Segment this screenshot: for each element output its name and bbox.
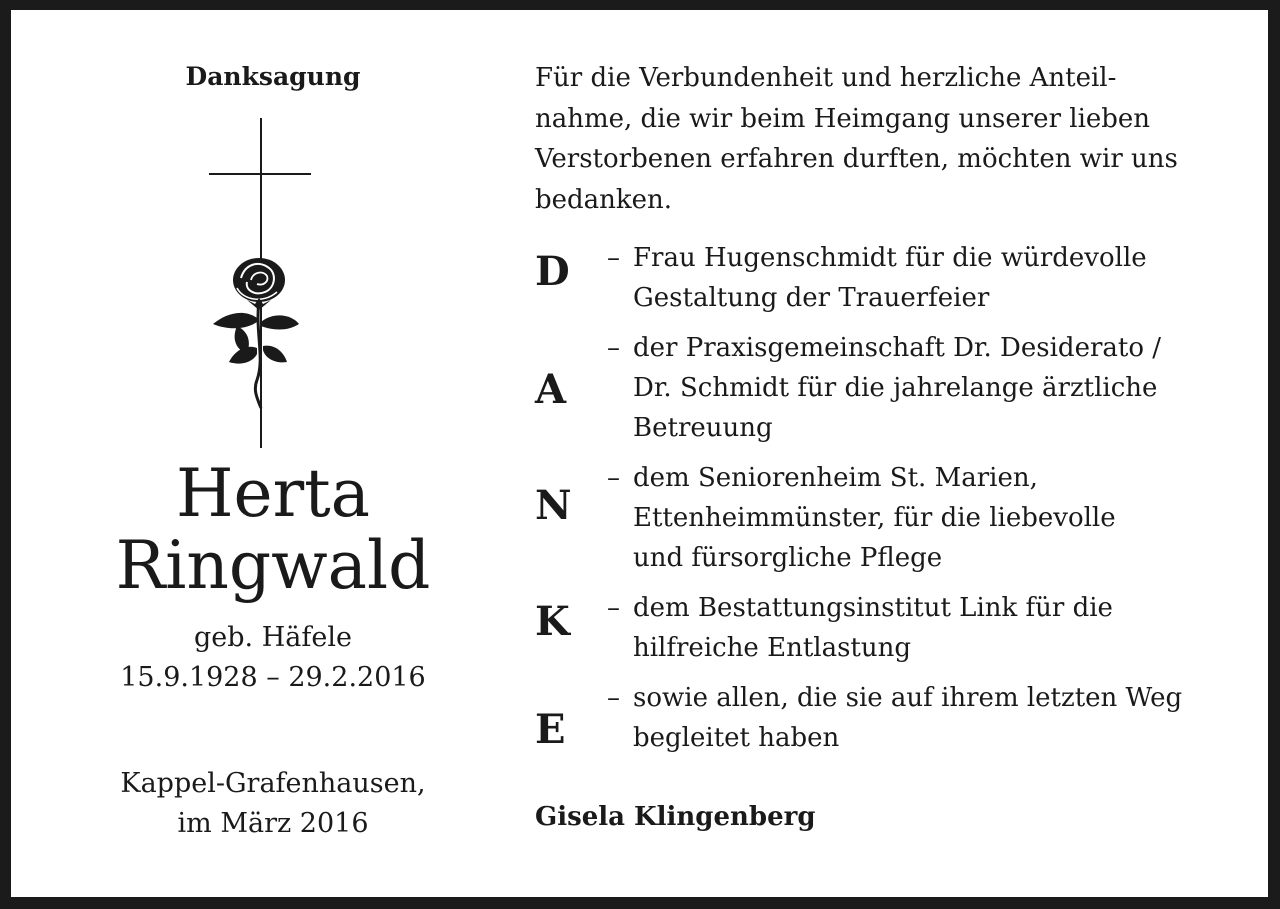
rose-icon — [213, 258, 299, 408]
date-written: im März 2016 — [177, 808, 369, 839]
item-line: der Praxisgemeinschaft Dr. Desiderato / — [633, 333, 1162, 363]
item-line: Frau Hugenschmidt für die würdevolle — [633, 243, 1147, 273]
name-last: Ringwald — [115, 527, 431, 604]
place: Kappel-Grafenhausen, — [120, 768, 426, 799]
acrostic-letter: E — [535, 706, 566, 753]
signature: Gisela Klingenberg — [535, 802, 816, 832]
acrostic-letter: K — [535, 598, 570, 645]
item-line: dem Seniorenheim St. Marien, — [633, 463, 1038, 493]
item-line: Betreuung — [633, 413, 773, 443]
item-line: sowie allen, die sie auf ihrem letzten Weg — [633, 683, 1183, 713]
item-line: Dr. Schmidt für die jahrelange ärztliche — [633, 373, 1158, 403]
acrostic-letter: A — [535, 366, 567, 413]
item-line: begleitet haben — [633, 723, 840, 753]
item-dash: – — [607, 243, 620, 273]
item-text — [633, 328, 1161, 448]
item-line: hilfreiche Entlastung — [633, 633, 912, 663]
item-dash: – — [607, 333, 620, 363]
item-line: Gestaltung der Trauerfeier — [633, 283, 990, 313]
item-text — [633, 458, 1116, 578]
intro-text — [535, 58, 1178, 220]
intro-line: Für die Verbundenheit und herzliche Anteil- — [535, 63, 1117, 93]
item-line: und fürsorgliche Pflege — [633, 543, 943, 573]
life-dates: 15.9.1928 – 29.2.2016 — [120, 662, 426, 693]
item-text — [633, 588, 1113, 668]
acrostic-letter: D — [535, 248, 570, 295]
item-line: Ettenheimmünster, für die liebevolle — [633, 503, 1116, 533]
item-line: dem Bestattungsinstitut Link für die — [633, 593, 1113, 623]
acrostic-letter: N — [535, 482, 572, 529]
intro-line: bedanken. — [535, 184, 673, 215]
left-column — [11, 10, 535, 897]
right-column — [535, 10, 1268, 897]
intro-line: Verstorbenen erfahren durften, möchten wir uns — [535, 144, 1178, 174]
intro-line: nahme, die wir beim Heimgang unserer lieben — [535, 103, 1151, 134]
item-text — [633, 238, 1147, 318]
item-dash: – — [607, 683, 620, 713]
heading: Danksagung — [185, 62, 361, 91]
obituary-card — [11, 10, 1268, 897]
maiden-name: geb. Häfele — [194, 622, 352, 653]
name-first: Herta — [175, 455, 371, 532]
item-text — [633, 678, 1182, 758]
item-dash: – — [607, 463, 620, 493]
item-dash: – — [607, 593, 620, 623]
cross-icon — [207, 118, 317, 448]
